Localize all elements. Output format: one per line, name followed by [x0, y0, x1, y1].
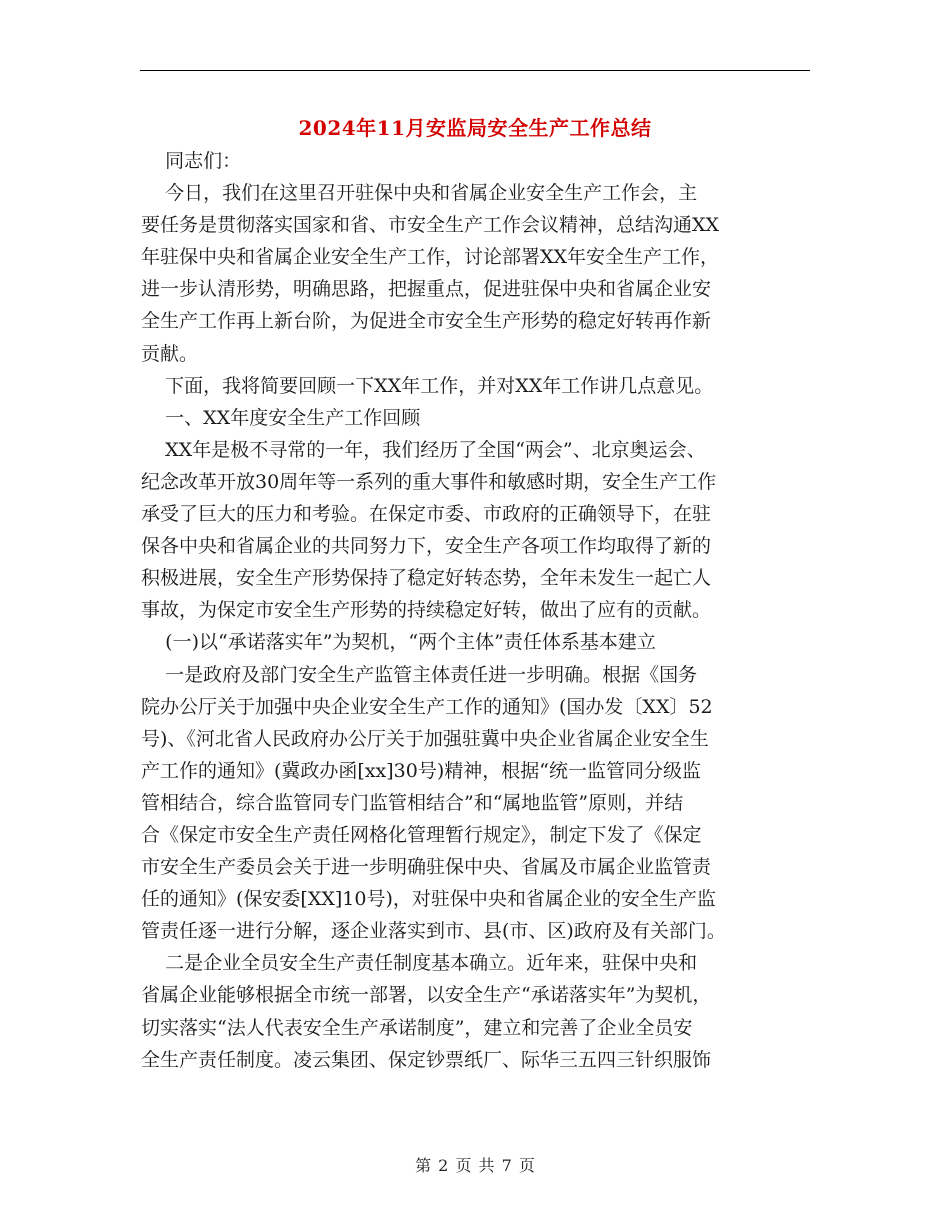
- text-line: 切实落实“法人代表安全生产承诺制度”，建立和完善了企业全员安: [141, 1016, 693, 1039]
- text-line: 纪念改革开放30周年等一系列的重大事件和敏感时期，安全生产工作: [141, 470, 717, 493]
- text-line: 一、XX年度安全生产工作回顾: [141, 406, 421, 429]
- text-line: 保各中央和省属企业的共同努力下，安全生产各项工作均取得了新的: [141, 535, 712, 558]
- text-line: 产工作的通知》(冀政办函[xx]30号)精神，根据“统一监管同分级监: [141, 759, 701, 782]
- text-line: 今日，我们在这里召开驻保中央和省属企业安全生产工作会，主: [141, 182, 698, 205]
- text-line: 要任务是贯彻落实国家和省、市安全生产工作会议精神，总结沟通XX: [141, 214, 720, 237]
- text-line: 下面，我将简要回顾一下XX年工作，并对XX年工作讲几点意见。: [141, 374, 714, 397]
- page-footer: 第 2 页 共 7 页: [415, 1156, 535, 1175]
- text-line: 事故，为保定市安全生产形势的持续稳定好转，做出了应有的贡献。: [141, 599, 712, 622]
- text-line: 贡献。: [141, 342, 199, 365]
- text-line: 省属企业能够根据全市统一部署，以安全生产“承诺落实年”为契机，: [141, 984, 712, 1007]
- text-line: 任的通知》(保安委[XX]10号)，对驻保中央和省属企业的安全生产监: [141, 888, 716, 911]
- text-line: 管责任逐一进行分解，逐企业落实到市、县(市、区)政府及有关部门。: [141, 920, 726, 943]
- text-line: 积极进展，安全生产形势保持了稳定好转态势，全年未发生一起亡人: [141, 567, 712, 590]
- text-line: 进一步认清形势，明确思路，把握重点，促进驻保中央和省属企业安: [141, 278, 712, 301]
- text-line: 承受了巨大的压力和考验。在保定市委、市政府的正确领导下，在驻: [141, 503, 712, 526]
- document-title: 2024年11月安监局安全生产工作总结: [298, 116, 652, 140]
- text-line: 二是企业全员安全生产责任制度基本确立。近年来，驻保中央和: [141, 952, 698, 975]
- text-line: XX年是极不寻常的一年，我们经历了全国“两会”、北京奥运会、: [141, 438, 706, 461]
- text-line: 年驻保中央和省属企业安全生产工作，讨论部署XX年安全生产工作，: [141, 246, 720, 269]
- text-line: 管相结合，综合监管同专门监管相结合”和“属地监管”原则，并结: [141, 791, 684, 814]
- text-line: 号)、《河北省人民政府办公厅关于加强驻冀中央企业省属企业安全生: [141, 727, 709, 750]
- document-body: [141, 145, 821, 1076]
- text-line: 一是政府及部门安全生产监管主体责任进一步明确。根据《国务: [141, 663, 698, 686]
- text-line: 合《保定市安全生产责任网格化管理暂行规定》，制定下发了《保定: [141, 823, 702, 846]
- text-line: 全生产工作再上新台阶，为促进全市安全生产形势的稳定好转再作新: [141, 310, 712, 333]
- text-line: (一)以“承诺落实年”为契机，“两个主体”责任体系基本建立: [141, 631, 656, 654]
- text-line: 市安全生产委员会关于进一步明确驻保中央、省属及市属企业监管责: [141, 856, 712, 879]
- text-line: 同志们：: [141, 150, 242, 172]
- text-line: 院办公厅关于加强中央企业安全生产工作的通知》(国办发〔XX〕52: [141, 695, 713, 718]
- header-rule: [140, 70, 810, 71]
- text-line: 全生产责任制度。凌云集团、保定钞票纸厂、际华三五四三针织服饰: [141, 1048, 712, 1071]
